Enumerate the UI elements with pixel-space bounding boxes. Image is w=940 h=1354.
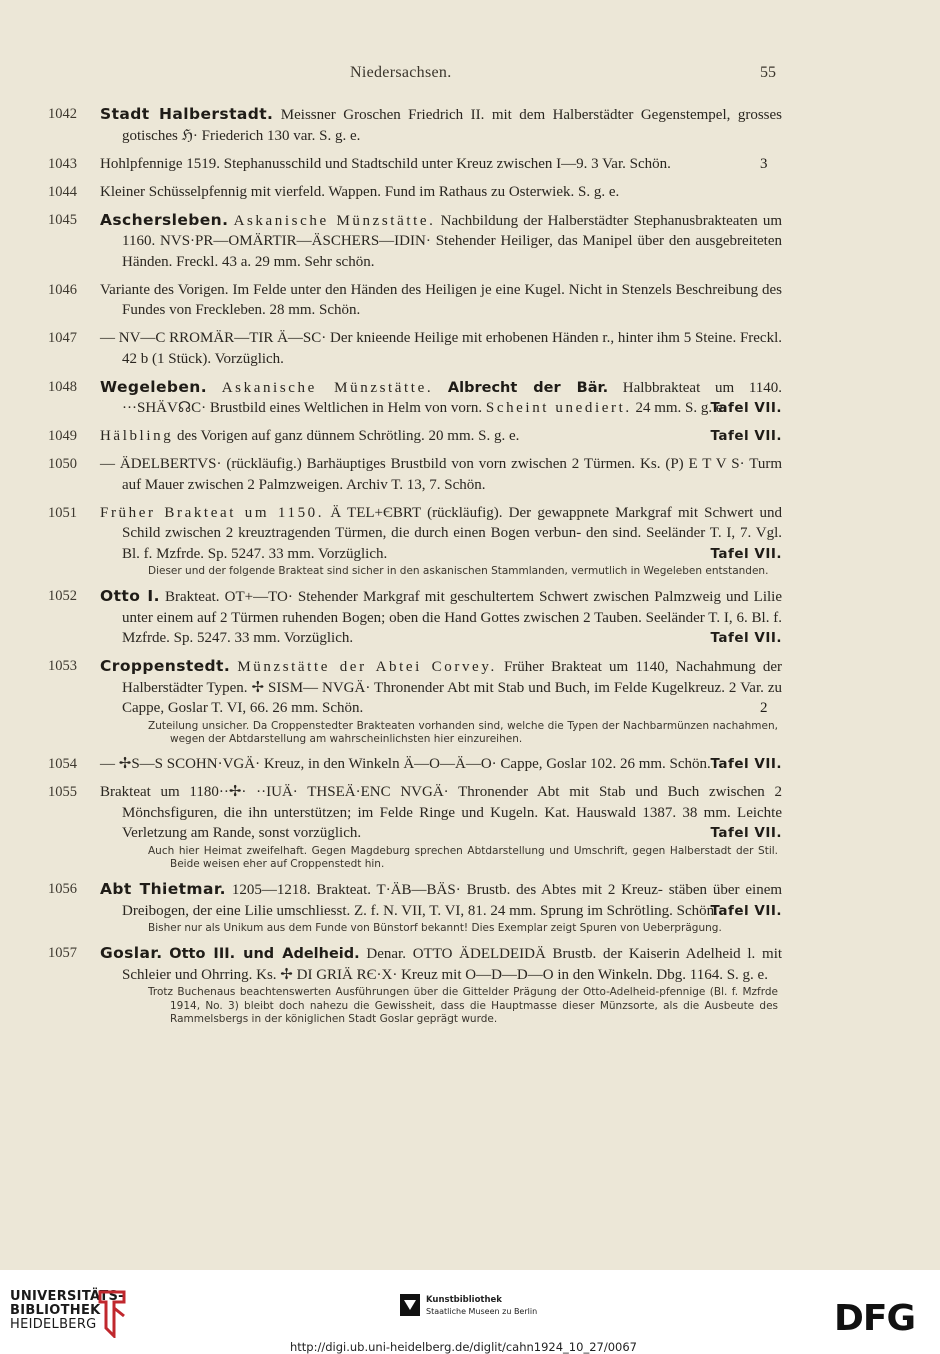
mint-label: Münzstätte der Abtei Corvey. xyxy=(237,659,497,675)
plate-reference: Tafel VII. xyxy=(710,756,782,772)
catalogue-entry xyxy=(46,503,782,579)
entry-number: 1045 xyxy=(48,211,77,228)
entry-text: stäben über einem Dreibogen, der eine Lilie umschliesst. Z. f. N. VII, T. VI, 81. 24 mm. xyxy=(122,882,783,919)
entry-text: Scheint unediert. xyxy=(485,400,632,416)
footnote xyxy=(100,565,782,579)
kunstbibliothek-text xyxy=(426,1294,537,1317)
entry-text: Brakteat. OT+—TO· Stehender Markgraf mit geschultertem Schwert zwischen xyxy=(164,589,650,605)
entry-text: Sprung im Schrötling. Schön. xyxy=(539,902,718,919)
catalogue-entry: 1043 Hohlpfennige 1519. Stephanusschild und Stadtschild unter Kreuz zwischen I—9. 3 Var. Schön. 3 xyxy=(46,154,782,175)
entry-number: 1046 xyxy=(48,281,77,298)
entry-heading: Wegeleben. xyxy=(100,377,208,396)
catalogue-entry xyxy=(46,454,782,495)
catalogue-entry xyxy=(46,586,782,649)
entry-number: 1052 xyxy=(48,588,77,604)
entry-text: den sind. Seeländer T. I, 7. Vgl. Bl. f. Mzfrde. Sp. 5247. 33 mm. Vorzüglich. xyxy=(122,525,782,562)
entry-text: ···SHÄV☊C· Brustbild eines Weltlichen in Helm von vorn. xyxy=(122,400,483,416)
catalogue-entry xyxy=(46,782,782,872)
entry-heading: Abt Thietmar. xyxy=(100,880,226,898)
logo-text: BIBLIOTHEK xyxy=(10,1303,101,1318)
entry-text: Halbbrakteat um 1140. xyxy=(622,379,783,396)
ruler-name: Otto III. und Adelheid. xyxy=(169,946,360,962)
entry-text: Denar. OTTO ÄDELDEIDÄ Brustb. der Kaiserin xyxy=(366,946,680,962)
catalogue-entries xyxy=(46,104,782,1034)
plate-reference: Tafel VII. xyxy=(710,902,782,919)
kunstbibliothek-logo[interactable] xyxy=(400,1294,538,1320)
entry-text: Brakteat um 1180··✢· ··IUÄ· THSEÄ·ENC NVGÄ· Thronender Abt mit Stab und Buch xyxy=(100,784,700,800)
catalogue-entry xyxy=(46,879,782,936)
entry-heading: Goslar. xyxy=(100,944,163,962)
entry-text: Hohlpfennige 1519. Stephanusschild und Stadtschild unter Kreuz zwischen I—9. 3 Var. xyxy=(100,155,626,172)
entry-text: Gottes zwischen 2 Tauben. Seeländer T. I, 6. Bl. f. Mzfrde. Sp. 5247. 33 mm. xyxy=(122,609,783,646)
entry-text: ihm 5 Steine. Freckl. 42 b (1 Stück). Vorzüglich. xyxy=(122,330,783,367)
heidelberg-mark-icon xyxy=(94,1288,130,1338)
entry-text: 1205—1218. Brakteat. T·ÄB—BÄS· Brustb. des Abtes mit 2 Kreuz- xyxy=(231,882,663,898)
catalogue-entry xyxy=(46,426,782,447)
catalogue-entry xyxy=(46,328,782,369)
footnote-text: Zuteilung unsicher. Da Croppenstedter Brakteaten vorhanden sind, welche die Typen der Nachbarmünzen nachahmen, wegen der Abtdarstellung am wahrscheinlichsten hier einzureihen. xyxy=(148,719,778,745)
entry-text: zwischen 2 Mönchsfiguren, die ihn unterstützen; im Felde Ringe und Kugeln. Kat. xyxy=(122,784,783,821)
entry-text: Kleiner Schüsselpfennig mit vierfeld. Wappen. Fund im Rathaus zu Osterwiek. S. g. e. xyxy=(100,183,620,200)
entry-text: Heiliger, das Manipel über den ausgebreiteten Händen. Freckl. 43 a. 29 mm. Sehr schön. xyxy=(122,233,783,270)
entry-number: 1049 xyxy=(48,428,77,444)
entry-text: Nachbildung der Halberstädter xyxy=(440,212,629,229)
entry-text: und Buch, im Felde Kugelkreuz. 2 Var. zu Cappe, Goslar T. VI, 66. 26 mm. Schön. xyxy=(122,679,782,716)
entry-text: Palmzweig und Lilie unter einem auf 2 Türmen ruhenden Bogen; oben die Hand xyxy=(122,589,782,626)
entry-text: Schön. xyxy=(629,155,671,172)
entry-text: 26 mm. Schön. xyxy=(619,756,711,772)
footnote-text: Bisher nur als Unikum aus dem Funde von Bünstorf bekannt! Dies Exemplar zeigt Spuren von Ueberprägung. xyxy=(148,922,722,934)
footnote xyxy=(100,845,782,872)
entry-text: — ✢S—S SCOHN·VGÄ· Kreuz, in den Winkeln Ä—O—Ä—O· Cappe, Goslar 102. xyxy=(100,756,617,772)
entry-text: Früher Brakteat um 1140, xyxy=(503,659,669,675)
mint-label: Askanische Münzstätte. xyxy=(233,212,436,229)
footnote-text: Trotz Buchenaus beachtenswerten Ausführungen über die Gittelder Prägung der Otto-Adelheid-pfennige (Bl. f. Mzfrde 1914, No. 3) bleibt doch nahezu die Gewissheit, dass die Hauptmasse dieser Münzsorte, als die Ausbeute des Rammelsbergs in der königlichen Stadt Goslar geprägt wurde. xyxy=(148,986,778,1025)
entry-lead: Früher Brakteat um 1150. xyxy=(100,504,325,521)
entry-text: Nachahmung der Halberstädter Typen. ✢ SISM— NVGÄ· Thronender Abt mit Stab xyxy=(122,659,782,696)
entry-text: mit Schwert und Schild zwischen 2 kreuztragenden Türmen, die durch einen Bogen verbun- xyxy=(122,504,783,541)
catalogue-entry xyxy=(46,210,782,273)
entry-text: — ÄDELBERTVS· (rückläufig.) Barhäuptiges Brustbild von vorn zwischen 2 Türmen. xyxy=(100,456,636,472)
footnote xyxy=(100,986,782,1027)
entry-number: 1057 xyxy=(48,945,77,961)
entry-number: 1044 xyxy=(48,183,77,200)
entry-text: in Stenzels Beschreibung des Fundes von Freckleben. 28 mm. Schön. xyxy=(122,281,782,318)
entry-text: — NV—C RROMÄR—TIR Ä—SC· Der knieende Heilige mit erhobenen Händen r., hinter xyxy=(100,330,653,346)
entry-number: 1054 xyxy=(48,756,77,772)
entry-number: 1048 xyxy=(48,378,77,395)
page-number: 55 xyxy=(760,64,776,81)
entry-number: 1050 xyxy=(48,456,77,472)
entry-heading: Aschersleben. xyxy=(100,210,229,229)
logo-text: Staatliche Museen zu Berlin xyxy=(426,1307,538,1316)
entry-text: Hauswald 1387. 38 mm. Leichte Verletzung am Rande, sonst vorzüglich. xyxy=(122,804,783,841)
footnote xyxy=(100,922,782,936)
entry-text: Stephanusbrakteaten um 1160. NVS·PR—OMÄRTIR—ÄSCHERS—IDIN· Stehender xyxy=(122,212,783,249)
plate-reference: Tafel VII. xyxy=(710,630,782,646)
plate-reference: Tafel VII. xyxy=(710,545,782,562)
catalogue-entry xyxy=(46,754,782,775)
dfg-logo[interactable]: DFG xyxy=(834,1298,916,1339)
catalogue-entry xyxy=(46,943,782,1027)
entry-number: 1053 xyxy=(48,658,77,674)
entry-number: 1056 xyxy=(48,881,77,897)
catalogue-entry xyxy=(46,280,782,321)
entry-number: 1042 xyxy=(48,106,77,122)
entry-text: in den Winkeln. Dbg. 1164. S. g. e. xyxy=(557,966,768,983)
footnote xyxy=(100,720,782,747)
entry-heading: Otto I. xyxy=(100,587,160,605)
entry-text: Vorzüglich. xyxy=(283,630,354,646)
footnote-text: Dieser und der folgende Brakteat sind sicher in den askanischen Stammlanden, vermutlich in Wegeleben entstanden. xyxy=(148,565,769,577)
entry-text: 24 mm. S. g. e. xyxy=(635,400,727,416)
logo-text: Kunstbibliothek xyxy=(426,1295,502,1305)
entry-heading: Croppenstedt. xyxy=(100,657,231,675)
entry-text: Ä TEL+ЄBRT (rückläufig). Der gewappnete Markgraf xyxy=(330,504,672,521)
catalogue-entry xyxy=(46,377,782,419)
plate-reference: Tafel VII. xyxy=(710,428,782,444)
entry-text: Gegenstempel, grosses gotisches ℌ· Friederich 130 var. S. g. e. xyxy=(122,107,783,144)
entry-heading: Stadt Halberstadt. xyxy=(100,105,274,123)
entry-lead: Hälbling xyxy=(100,428,174,444)
entry-text: Variante des Vorigen. Im Felde unter den Händen des Heiligen je eine Kugel. Nicht xyxy=(100,281,603,298)
logo-text: HEIDELBERG xyxy=(10,1317,97,1332)
footnote-text: Auch hier Heimat zweifelhaft. Gegen Magdeburg sprechen Abtdarstellung und Umschrift, gegen Halberstadt der Stil. Beide weisen eher auf Croppenstedt hin. xyxy=(148,844,778,870)
plate-reference: Tafel VII. xyxy=(710,400,782,416)
kunstbibliothek-mark-icon xyxy=(400,1294,420,1316)
source-url-link[interactable]: http://digi.ub.uni-heidelberg.de/diglit/cahn1924_10_27/0067 xyxy=(290,1340,637,1354)
entry-text: des Vorigen auf ganz dünnem Schrötling. 20 mm. S. g. e. xyxy=(177,428,520,444)
entry-text: Adelheid l. mit Schleier und Ohrring. Ks. ✢ DI GRIÄ RЄ·X· Kreuz mit O—D—D—O xyxy=(122,946,783,983)
page-title: Niedersachsen. xyxy=(350,64,452,81)
entry-number: 1047 xyxy=(48,330,77,346)
logo-text: UNIVERSITÄTS- xyxy=(10,1289,124,1304)
entry-text: Ks. (P) E T V S· Turm auf Mauer zwischen 2 Palmzweigen. Archiv T. 13, 7. Schön. xyxy=(122,456,782,493)
running-head xyxy=(0,64,940,86)
entry-number: 1055 xyxy=(48,784,77,800)
entry-text: Meissner Groschen Friedrich II. mit dem Halberstädter xyxy=(280,107,634,123)
ruler-name: Albrecht der Bär. xyxy=(447,379,609,396)
catalogue-entry: 1053 Croppenstedt. Münzstätte der Abtei Corvey. Früher Brakteat um 1140, Nachahmung der Halberstädter Typen. ✢ SISM— NVGÄ· Thronender Abt mit Stab und Buch, im Felde Kugelkreuz. 2 Var. zu Cappe, Goslar T. VI, 66. 26 mm. Schön. 2 Zuteilung unsicher. Da Croppenstedter Brakteaten vorhanden sind, welche die Typen der Nachbarmünzen nachahmen, wegen der Abtdarstellung am wahrscheinlichsten hier einzureihen. xyxy=(48,657,782,745)
mint-label: Askanische Münzstätte. xyxy=(221,379,434,396)
catalogue-entry xyxy=(46,104,782,146)
entry-number: 1043 xyxy=(48,155,77,172)
plate-reference: Tafel VII. xyxy=(710,825,782,841)
catalogue-entry xyxy=(46,182,782,203)
entry-number: 1051 xyxy=(48,504,77,521)
